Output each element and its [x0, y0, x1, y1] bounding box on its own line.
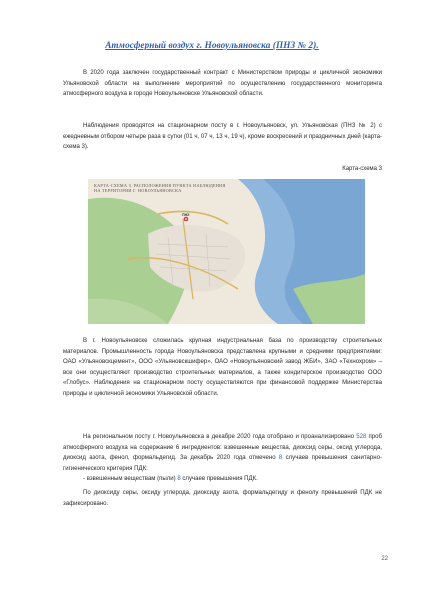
samples-text-after: случаев превышения санитарно-гигиенического критерия ПДК: — [63, 455, 382, 472]
page-number: 22 — [381, 556, 388, 562]
no-exceedance-paragraph: По диоксиду серы, оксиду углерода, диоксиду азота, формальдегиду и фенолу превышений ПДК не зафиксировано. — [63, 490, 382, 507]
map-inner-label-line1: КАРТА-СХЕМА 3. РАСПОЛОЖЕНИЯ ПУНКТА НАБЛЮДЕНИЯ — [94, 183, 226, 188]
map-graphic — [88, 179, 365, 324]
dust-exceedance-count: 8 — [177, 476, 181, 482]
exceedance-count: 8 — [278, 455, 283, 462]
map-caption: Карта-схема 3 — [342, 166, 382, 172]
samples-paragraph — [63, 432, 382, 474]
samples-text-before: На региональном посту г. Новоульяновска в декабре 2020 года отобрано и проанализировано — [83, 434, 357, 440]
location-map — [88, 179, 365, 324]
dust-text-before: - взвешенным веществам (пыли) — [83, 476, 178, 482]
samples-text-middle: проб атмосферного воздуха на содержание 6 ингредиентов: взвешенные вещества, диоксид серы, оксид углерода, диоксид азота, фенол, формальдегид. За декабрь 2020 года отмечено — [63, 434, 382, 462]
observation-paragraph: Наблюдения проводятся на стационарном посту в г. Новоульяновск, ул. Ульяновская (ПНЗ № 2) с ежедневным отбором четыре раза в сутки (01 ч, 07 ч, 13 ч, 19 ч), кроме воскресений и праздничных дней (карта-схема 3). — [63, 123, 382, 151]
map-inner-label-line2: НА ТЕРРИТОРИИ Г. НОВОУЛЬЯНОВСКА — [94, 188, 182, 193]
monitoring-post-label: ПНЗ — [182, 213, 190, 217]
map-pin-icon — [184, 217, 189, 222]
dust-paragraph — [63, 474, 382, 485]
samples-count: 528 — [356, 434, 367, 440]
industry-paragraph: В г. Новоульяновске сложилась крупная индустриальная база по производству строительных материалов. Промышленность города Новоульяновска представлена крупными и средними предприятиями: ОАО «Ульяновскцемент», ООО «Ульяновскшифер», ОАО «Новоульяновский завод ЖБИ», ЗАО «Технохром» – все они осуществляют производство строительных материалов, а также кондитерское производство ООО «Глобус». Наблюдения на стационарном посту осуществляются при финансовой поддержке Министерства природы и цикличной экономики Ульяновской области. — [63, 338, 382, 397]
dust-text-after: случаев превышения ПДК. — [180, 476, 258, 482]
section-title: Атмосферный воздух г. Новоульяновска (ПНЗ № 2). — [105, 40, 319, 50]
map-inner-label — [94, 183, 226, 193]
intro-paragraph: В 2020 года заключен государственный контракт с Министерством природы и цикличной экономики Ульяновской области на выполнение мероприятий по осуществлению государственного мониторинга атмосферного воздуха в городе Новоульяновске Ульяновской области. — [63, 70, 382, 98]
